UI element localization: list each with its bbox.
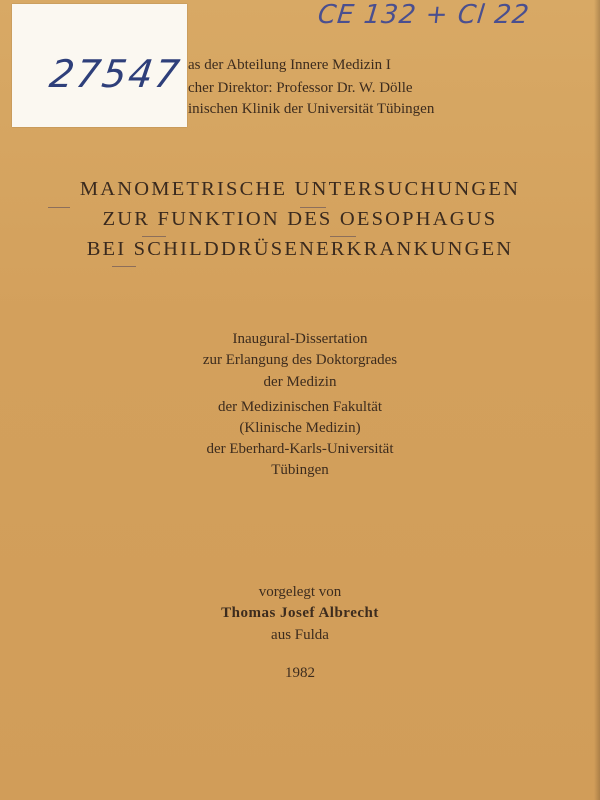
dissertation-line-7: Tübingen xyxy=(271,462,329,478)
dissertation-line-2: zur Erlangung des Doktorgrades xyxy=(202,352,398,368)
pencil-underline xyxy=(330,236,356,237)
shelfmark-handwritten: CE 132 + Cl 22 xyxy=(316,0,532,30)
dissertation-line-6: der Eberhard-Karls-Universität xyxy=(206,441,394,457)
title-line-3: BEI SCHILDDRÜSENERKRANKUNGEN xyxy=(86,238,514,260)
dissertation-line-1: Inaugural-Dissertation xyxy=(232,331,368,347)
pencil-underline xyxy=(300,207,326,208)
page-edge-shadow xyxy=(594,0,600,800)
header-line-3: inischen Klinik der Universität Tübingen xyxy=(188,101,435,117)
title-line-2: ZUR FUNKTION DES OESOPHAGUS xyxy=(102,208,498,230)
pencil-underline xyxy=(142,236,166,237)
dissertation-line-5: (Klinische Medizin) xyxy=(239,420,361,436)
header-line-1: as der Abteilung Innere Medizin I xyxy=(188,57,391,73)
author-origin: aus Fulda xyxy=(271,627,329,643)
library-sticker xyxy=(12,4,187,127)
publication-year: 1982 xyxy=(285,665,315,681)
pencil-underline xyxy=(48,207,70,208)
pencil-underline xyxy=(112,266,136,267)
sticker-number: 27547 xyxy=(46,52,184,96)
dissertation-line-4: der Medizinischen Fakultät xyxy=(217,399,383,415)
dissertation-line-3: der Medizin xyxy=(263,374,337,390)
title-line-1: MANOMETRISCHE UNTERSUCHUNGEN xyxy=(79,178,521,200)
header-line-2: cher Direktor: Professor Dr. W. Dölle xyxy=(188,80,413,96)
presented-by: vorgelegt von xyxy=(258,584,342,600)
author-name: Thomas Josef Albrecht xyxy=(221,605,379,621)
